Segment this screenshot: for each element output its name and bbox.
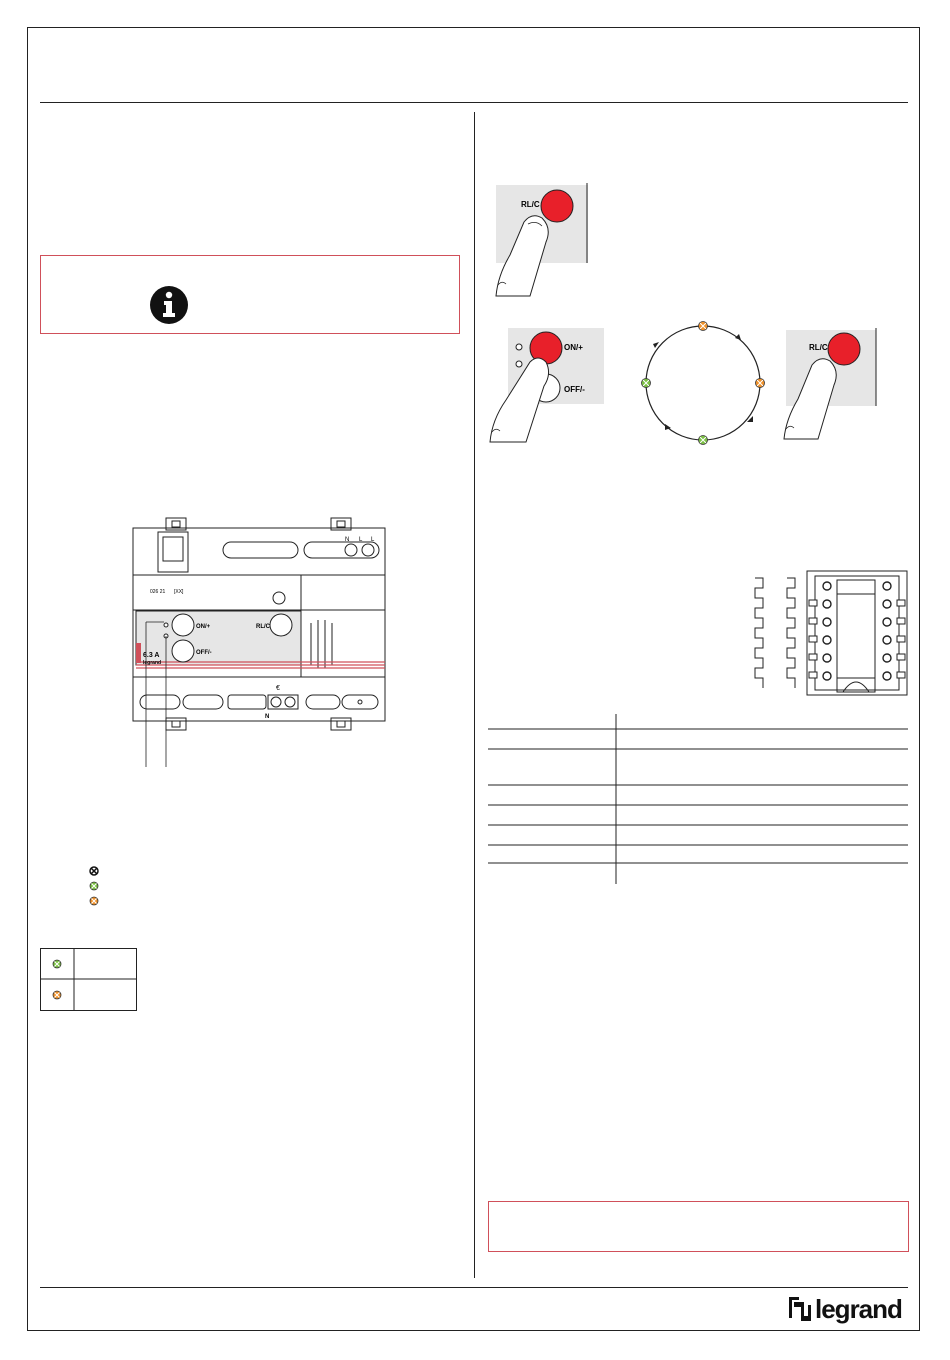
device-terminal-l1: L [359,537,363,543]
info-notice-box [40,255,460,334]
device-rating: 6.3 A [143,652,160,659]
press-rlc-again-illustration [780,325,880,445]
device-model-code: 026 21 [150,589,166,595]
device-terminal-n: N [345,537,350,543]
device-diagram [128,515,390,770]
warning-notice-box [488,1201,909,1252]
specs-table [488,712,910,887]
device-model-suffix: [XX] [174,589,184,595]
header-rule [40,102,908,103]
relay-socket-diagram [745,568,910,698]
device-terminal-bottom-n: N [265,714,270,720]
press-off-label: OFF/- [564,385,585,394]
footer-brand: legrand [815,1293,902,1324]
device-rlc-label: RL/C [256,624,270,630]
press-rlc-label: RL/C [521,200,540,209]
column-divider [474,112,475,1278]
footer-rule [40,1287,908,1288]
led-cycle-diagram [635,318,770,448]
device-ce-mark: € [276,685,280,692]
device-off-label: OFF/- [196,650,212,656]
press-rlc-illustration [490,180,590,300]
legrand-logo [788,1292,902,1326]
device-on-label: ON/+ [196,624,211,630]
info-icon [149,285,189,325]
led-legend [86,864,102,910]
device-terminal-l2: L [371,537,375,543]
led-status-table [40,948,138,1012]
press-on-label: ON/+ [564,343,583,352]
press-rlc-again-label: RL/C [809,343,828,352]
legrand-mark-icon [788,1296,812,1322]
device-brand: legrand [143,660,162,666]
press-on-illustration [486,322,606,447]
